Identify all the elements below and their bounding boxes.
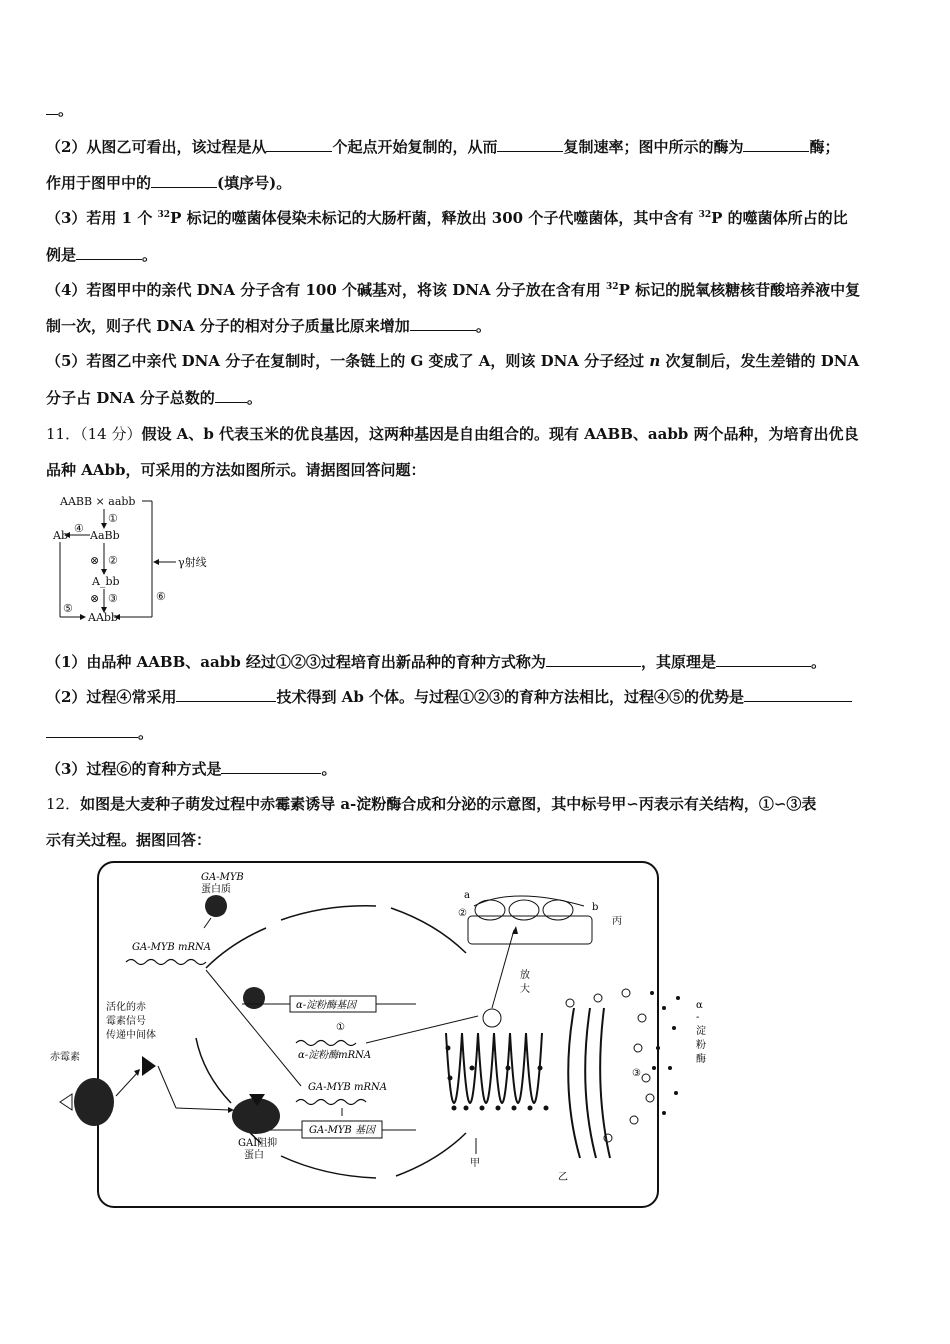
step1-label: ① [336, 1022, 345, 1033]
q10-part4-line2: 制一次，则子代 DNA 分子的相对分子质量比原来增加 。 [46, 317, 491, 335]
answer-blank[interactable] [743, 137, 809, 152]
answer-blank[interactable] [410, 316, 476, 331]
amylase-label-1: α [696, 1000, 703, 1011]
gamma-ray-label: γ射线 [178, 556, 207, 569]
answer-blank[interactable] [215, 388, 247, 403]
enlarge-label-1: 放 [520, 970, 530, 981]
gai-label2: 蛋白 [244, 1150, 264, 1161]
structure-yi-label: 乙 [558, 1172, 568, 1183]
q11-stem-line2: 品种 AAbb，可采用的方法如图所示。请据图回答问题： [46, 461, 426, 479]
step2-label: ② [458, 908, 467, 919]
golgi-membrane [568, 1008, 580, 1158]
parents-label: AABB × aabb [60, 495, 136, 508]
step1-label: ① [108, 512, 118, 525]
product-label: AAbb [88, 611, 118, 624]
structure-jia-label: 甲 [470, 1158, 480, 1169]
receptor-icon [74, 1078, 114, 1126]
ga-myb-mrna2-label: GA-MYB mRNA [308, 1082, 387, 1093]
gibberellin-diagram [46, 858, 716, 1218]
self-cross-icon: ⊗ [90, 554, 100, 567]
answer-blank[interactable] [46, 100, 58, 115]
q10-part3-line1: （3）若用 1 个 $^{32}$P 标记的噬菌体侵染未标记的大肠杆菌，释放出 300 个子代噬菌体，其中含有 $^{32}$P 的噬菌体所占的比 [46, 209, 848, 227]
q11-stem-line1: 11．（14 分）假设 A、b 代表玉米的优良基因，这两种基因是自由组合的。现有 AABB、aabb 两个品种，为培育出优良 [46, 425, 859, 443]
ga-myb-protein-bound-icon [243, 987, 265, 1009]
signal-intermediate-icon [142, 1056, 156, 1076]
gibberellin-icon [60, 1094, 72, 1110]
q10-part2-line2: 作用于图甲中的 (填序号)。 [46, 174, 292, 192]
answer-blank[interactable] [46, 723, 138, 738]
answer-blank[interactable] [151, 173, 217, 188]
self-cross-icon: ⊗ [90, 592, 100, 605]
step3-label: ③ [632, 1068, 641, 1079]
q11-part3-line: （3）过程⑥的育种方式是 。 [46, 760, 337, 778]
q10-part3-line2: 例是 。 [46, 246, 158, 264]
answer-blank[interactable] [497, 137, 563, 152]
q10-part2-line1: （2）从图乙可看出，该过程是从 个起点开始复制的，从而 复制速率；图中所示的酶为 酶； [46, 138, 840, 156]
q11-part1-line: （1）由品种 AABB、aabb 经过①②③过程培育出新品种的育种方式称为 ，其原理是 。 [46, 653, 826, 671]
q11-part2-line1: （2）过程④常采用 技术得到 Ab 个体。与过程①②③的育种方法相比，过程④⑤的优势是 [46, 687, 852, 707]
f2-label: A_bb [92, 575, 120, 588]
activated-label-1: 活化的赤 [106, 1002, 146, 1013]
label-a: a [464, 890, 470, 901]
gibberellin-label: 赤霉素 [50, 1052, 80, 1063]
q12-stem-line2: 示有关过程。据图回答： [46, 831, 212, 849]
answer-blank[interactable] [546, 652, 641, 667]
amylase-label-2: - [696, 1012, 700, 1023]
activated-label-2: 霉素信号 [106, 1016, 146, 1027]
amylase-label-4: 粉 [696, 1040, 706, 1051]
f1-label: AaBb [90, 529, 120, 542]
step2-label: ② [108, 554, 118, 567]
gai-label: GAI阻抑 [238, 1138, 278, 1149]
step6-label: ⑥ [156, 590, 166, 603]
mrna-wave [126, 960, 206, 965]
amylase-mrna-label: α-淀粉酶mRNA [298, 1050, 372, 1061]
amylase-label-5: 酶 [696, 1054, 706, 1065]
q10-part5-line1: （5）若图乙中亲代 DNA 分子在复制时，一条链上的 G 变成了 A，则该 DNA 分子经过 n 次复制后，发生差错的 DNA [46, 352, 860, 370]
answer-blank[interactable] [744, 687, 852, 702]
breeding-diagram [46, 490, 226, 630]
answer-blank[interactable] [176, 687, 276, 702]
amylase-gene-label: α-淀粉酶基因 [296, 1000, 357, 1011]
enlarge-label-2: 大 [520, 984, 530, 995]
answer-blank[interactable] [266, 137, 332, 152]
step3-label: ③ [108, 592, 118, 605]
er-membrane [446, 1033, 542, 1103]
ga-myb-gene-label: GA-MYB 基因 [309, 1125, 375, 1136]
ga-myb-protein-label: GA-MYB [201, 872, 244, 883]
q10-tail-line: 。 [46, 100, 73, 120]
step5-label: ⑤ [63, 602, 73, 615]
q10-part4-line1: （4）若图甲中的亲代 DNA 分子含有 100 个碱基对，将该 DNA 分子放在含有用 $^{32}$P 标记的脱氧核糖核苷酸培养液中复 [46, 281, 861, 299]
step4-label: ④ [74, 522, 84, 535]
activated-label-3: 传递中间体 [106, 1030, 156, 1041]
enlarge-circle [483, 1009, 501, 1027]
ribosome-icon [509, 900, 539, 920]
cell-outline [98, 862, 658, 1207]
q10-part5-line2: 分子占 DNA 分子总数的 。 [46, 389, 262, 407]
q11-part2-line2: 。 [46, 723, 153, 743]
ribosome-icon [543, 900, 573, 920]
ga-myb-mrna-label: GA-MYB mRNA [132, 942, 211, 953]
label-b: b [592, 902, 599, 913]
amylase-label-3: 淀 [696, 1026, 706, 1037]
answer-blank[interactable] [716, 652, 811, 667]
answer-blank[interactable] [221, 759, 321, 774]
protein-label: 蛋白质 [201, 884, 231, 895]
ab-label: Ab [53, 529, 68, 542]
q12-stem-line1: 12．如图是大麦种子萌发过程中赤霉素诱导 a-淀粉酶合成和分泌的示意图，其中标号甲∽丙表示有关结构，①∽③表 [46, 795, 817, 813]
structure-bing-label: 丙 [612, 916, 622, 927]
answer-blank[interactable] [76, 245, 142, 260]
ga-myb-protein-icon [205, 895, 227, 917]
